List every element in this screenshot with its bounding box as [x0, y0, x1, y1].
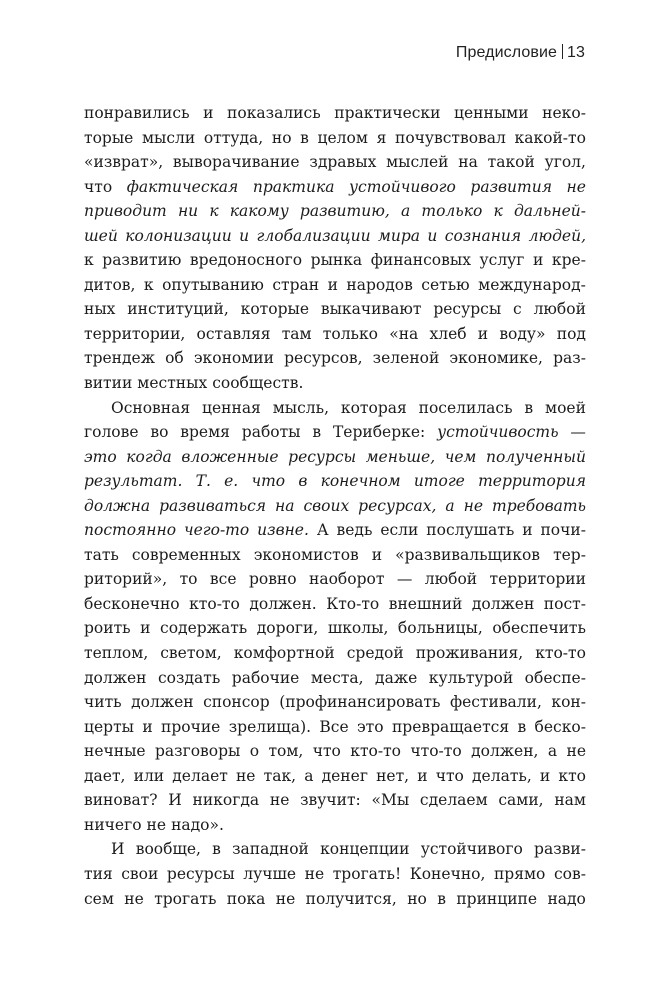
word: и: [371, 545, 383, 564]
word: но: [407, 889, 427, 908]
text-line: [84, 592, 586, 617]
text-line: [84, 445, 586, 470]
word: развития: [470, 177, 552, 196]
word: теплом,: [84, 644, 149, 663]
word: Основная: [111, 398, 191, 417]
word: не: [146, 815, 167, 834]
word: вредоносного: [189, 251, 303, 270]
word: и: [533, 251, 544, 270]
word: должна: [84, 496, 151, 515]
word: кре-: [551, 251, 586, 270]
word: моей: [545, 398, 586, 417]
word: но: [271, 128, 292, 147]
text-line: [84, 273, 586, 298]
word: мысли: [141, 128, 196, 147]
word: институций,: [127, 300, 229, 319]
word: а: [304, 766, 314, 785]
running-header: [456, 44, 585, 62]
text-line: [84, 126, 586, 151]
word: не: [304, 864, 325, 883]
word: а: [547, 742, 558, 761]
text-line: [84, 199, 586, 224]
word: в: [312, 423, 322, 442]
word: в: [517, 717, 527, 736]
word: а: [445, 496, 455, 515]
word: места,: [310, 668, 364, 687]
text-line: [84, 150, 586, 175]
word: чего-то: [183, 521, 250, 540]
word: трогать: [154, 889, 217, 908]
word: том,: [268, 742, 304, 761]
word: ценными: [454, 104, 529, 122]
word: ровно: [248, 570, 297, 589]
text-line: [84, 887, 586, 912]
word: это: [357, 717, 384, 736]
word: экономистов: [253, 545, 359, 564]
text-line: [84, 322, 586, 347]
word: А: [316, 521, 329, 540]
word: территории: [489, 570, 586, 589]
word: культурой: [428, 668, 514, 687]
word: содержать: [160, 619, 248, 638]
word: И: [111, 840, 125, 859]
word: комфортной: [233, 644, 335, 663]
word: ни: [177, 202, 199, 221]
word: постоянно: [84, 521, 177, 540]
word: «изврат»,: [84, 153, 164, 172]
word: наоборот: [309, 570, 385, 589]
word: сознания: [444, 226, 522, 245]
word: мысль,: [272, 398, 330, 417]
text-line: [84, 248, 586, 273]
word: поселилась: [418, 398, 513, 417]
word: не: [463, 496, 484, 515]
text-line: [84, 837, 586, 862]
word: понравились: [84, 104, 190, 122]
word: а: [400, 202, 411, 221]
word: любой: [424, 570, 478, 589]
section-title: Предисловие: [455, 44, 557, 61]
word: мира: [378, 226, 420, 245]
word: И: [168, 791, 182, 810]
word: торые: [84, 128, 134, 147]
word: с: [513, 300, 522, 319]
word: и: [327, 275, 338, 294]
word: практика: [252, 177, 335, 196]
word: к: [209, 202, 219, 221]
word: к: [493, 202, 503, 221]
word: что: [435, 766, 464, 785]
word: оставляя: [196, 324, 271, 343]
word: спонсор: [203, 693, 270, 712]
word: «на: [389, 324, 419, 343]
word: оттуда,: [203, 128, 264, 147]
word: Все: [319, 717, 349, 736]
word: концепции: [320, 840, 410, 859]
word: территории,: [84, 324, 186, 343]
word: развитию,: [299, 202, 390, 221]
text-line: [84, 739, 586, 764]
word: витии: [84, 374, 133, 393]
word: полученный: [485, 447, 586, 466]
text-line: [84, 813, 586, 838]
text-line: [84, 567, 586, 592]
word: обеспечить: [492, 619, 586, 638]
word: к: [143, 275, 154, 294]
word: обеспе-: [524, 668, 586, 687]
word: должен: [84, 668, 147, 687]
word: результат.: [84, 472, 183, 491]
word: Териберке:: [332, 423, 426, 442]
word: пост-: [543, 594, 586, 613]
word: о: [249, 742, 260, 761]
word: не: [235, 766, 256, 785]
text-line: [84, 494, 586, 519]
text-line: [84, 101, 586, 126]
word: которые: [240, 300, 309, 319]
word: сов-: [553, 864, 586, 883]
word: выворачивание: [172, 153, 300, 172]
word: лучше: [243, 864, 297, 883]
word: что: [312, 742, 341, 761]
word: западной: [232, 840, 309, 859]
word: беско-: [534, 717, 586, 736]
word: во: [150, 423, 169, 442]
word: рынка: [310, 251, 363, 270]
header-separator: [562, 44, 563, 59]
word: виноват?: [84, 791, 158, 810]
word: проживания,: [415, 644, 524, 663]
word: и: [140, 619, 151, 638]
word: нет,: [376, 766, 410, 785]
word: должен: [131, 693, 194, 712]
word: шей: [84, 226, 118, 245]
word: дитов,: [84, 275, 136, 294]
word: ведь: [336, 521, 373, 540]
word: чем: [444, 447, 477, 466]
word: «развивальщиков: [395, 545, 541, 564]
page-number: 13: [567, 44, 585, 61]
word: никогда: [192, 791, 260, 810]
word: раз-: [553, 349, 586, 368]
word: территория: [478, 472, 586, 491]
word: которая: [340, 398, 407, 417]
word: извне.: [257, 521, 309, 540]
word: Кто-то: [326, 594, 380, 613]
text-line: [84, 690, 586, 715]
word: какому: [229, 202, 289, 221]
word: экономике,: [449, 349, 543, 368]
word: неко-: [542, 104, 586, 122]
text-line: [84, 175, 586, 200]
word: чить: [84, 693, 122, 712]
word: больницы,: [397, 619, 483, 638]
word: ресурсы: [288, 447, 357, 466]
word: об: [165, 349, 184, 368]
text-line: [84, 469, 586, 494]
word: это: [84, 447, 117, 466]
word: в: [300, 128, 309, 147]
word: школы,: [327, 619, 389, 638]
word: я: [376, 128, 387, 147]
word: послушать: [426, 521, 515, 540]
word: международ-: [478, 275, 586, 294]
word: требовать: [492, 496, 586, 515]
text-line: [84, 666, 586, 691]
word: итоге: [413, 472, 465, 491]
word: любой: [533, 300, 586, 319]
word: опутыванию: [162, 275, 264, 294]
word: е.: [224, 472, 239, 491]
word: прямо: [493, 864, 546, 883]
word: в: [524, 398, 534, 417]
word: то: [179, 570, 198, 589]
text-line: [84, 224, 586, 249]
word: свои: [121, 864, 159, 883]
word: там: [281, 324, 312, 343]
word: все: [209, 570, 237, 589]
word: надо: [547, 889, 586, 908]
word: работы: [241, 423, 301, 442]
word: глобализации: [256, 226, 371, 245]
word: разви-: [534, 840, 586, 859]
word: роить: [84, 619, 131, 638]
word: в: [298, 472, 308, 491]
word: людей,: [528, 226, 586, 245]
word: ценная: [202, 398, 261, 417]
word: и: [539, 766, 551, 785]
word: «Мы: [371, 791, 410, 810]
word: если: [380, 521, 419, 540]
word: и: [522, 521, 533, 540]
word: почи-: [540, 521, 586, 540]
word: не: [269, 791, 290, 810]
word: рабочие: [231, 668, 300, 687]
word: экономии: [193, 349, 274, 368]
text-line: [84, 420, 586, 445]
word: только: [322, 324, 379, 343]
word: Конечно,: [409, 864, 486, 883]
word: должен,: [471, 742, 539, 761]
word: кто-то: [350, 742, 401, 761]
word: —: [570, 423, 586, 442]
word: выкачивают: [320, 300, 422, 319]
text-line: [84, 715, 586, 740]
word: ничего: [84, 815, 142, 834]
word: делать,: [472, 766, 532, 785]
text-line: [84, 641, 586, 666]
word: денег: [321, 766, 368, 785]
word: должен: [471, 594, 535, 613]
word: сообществ.: [212, 374, 304, 393]
text-line: [84, 371, 586, 396]
word: ных: [84, 300, 116, 319]
word: сами,: [498, 791, 544, 810]
word: голове: [84, 423, 139, 442]
word: тать: [84, 545, 119, 564]
word: светом,: [160, 644, 222, 663]
word: местных: [137, 374, 208, 393]
word: разговоры: [154, 742, 241, 761]
word: и: [203, 104, 214, 122]
word: принципе: [456, 889, 538, 908]
word: превращается: [391, 717, 510, 736]
word: кто-то: [189, 594, 240, 613]
text-line: [84, 518, 586, 543]
word: дает,: [84, 766, 126, 785]
word: не: [566, 177, 586, 196]
word: (профинансировать: [279, 693, 441, 712]
text-line: [84, 297, 586, 322]
text-line: [84, 543, 586, 568]
word: показались: [227, 104, 321, 122]
word: колонизации: [125, 226, 232, 245]
word: трендеж: [84, 349, 155, 368]
word: нечные: [84, 742, 146, 761]
word: целом: [317, 128, 368, 147]
word: только: [421, 202, 483, 221]
word: такой: [487, 153, 535, 172]
word: риторий»,: [84, 570, 168, 589]
word: —: [396, 570, 413, 589]
word: приводит: [84, 202, 167, 221]
word: прочие: [161, 717, 221, 736]
word: развиваться: [159, 496, 267, 515]
word: не: [566, 742, 586, 761]
word: пока: [226, 889, 266, 908]
text-line: [84, 346, 586, 371]
word: воду»: [499, 324, 546, 343]
word: нам: [554, 791, 586, 810]
word: здравых: [309, 153, 377, 172]
text-line: [84, 396, 586, 421]
word: на: [458, 153, 478, 172]
word: звучит:: [300, 791, 361, 810]
word: даже: [375, 668, 418, 687]
word: фактическая: [126, 177, 239, 196]
word: практически: [334, 104, 441, 122]
word: зрелища).: [228, 717, 312, 736]
word: мыслей: [386, 153, 449, 172]
word: делает: [172, 766, 228, 785]
word: не: [124, 889, 144, 908]
word: под: [556, 324, 586, 343]
word: создать: [158, 668, 221, 687]
word: финансовых: [370, 251, 471, 270]
word: не: [275, 889, 296, 908]
word: современных: [131, 545, 241, 564]
word: вообще,: [135, 840, 201, 859]
word: зеленой: [372, 349, 440, 368]
word: средой: [346, 644, 404, 663]
text-line: [84, 764, 586, 789]
word: угол,: [544, 153, 586, 172]
word: время: [180, 423, 230, 442]
word: и: [142, 717, 153, 736]
word: и: [427, 226, 438, 245]
word: в: [212, 840, 221, 859]
word: своих: [303, 496, 350, 515]
word: и: [477, 324, 489, 343]
word: сделаем: [419, 791, 488, 810]
word: народов: [346, 275, 413, 294]
word: услуг: [479, 251, 525, 270]
word: надо».: [171, 815, 224, 834]
word: ресурсы: [166, 864, 235, 883]
word: кто: [558, 766, 586, 785]
text-line: [84, 788, 586, 813]
word: что: [251, 472, 286, 491]
word: в: [437, 889, 446, 908]
word: дальней-: [513, 202, 586, 221]
word: устойчивого: [420, 840, 523, 859]
word: и: [239, 226, 250, 245]
word: трогать!: [332, 864, 402, 883]
word: сем: [84, 889, 114, 908]
word: тер-: [553, 545, 586, 564]
word: и: [417, 766, 428, 785]
word: ресурсы: [433, 300, 502, 319]
word: ресурсов,: [284, 349, 363, 368]
word: почувствовал: [394, 128, 506, 147]
word: или: [133, 766, 165, 785]
word: что-то: [410, 742, 462, 761]
word: тия: [84, 864, 113, 883]
word: церты: [84, 717, 134, 736]
word: что: [84, 177, 113, 196]
word: хлеб: [429, 324, 467, 343]
word: Т.: [195, 472, 211, 491]
word: когда: [126, 447, 172, 466]
word: кто-то: [535, 644, 586, 663]
word: внешний: [388, 594, 463, 613]
word: кон-: [551, 693, 586, 712]
word: на: [275, 496, 295, 515]
word: дороги,: [256, 619, 319, 638]
text-line: [84, 862, 586, 887]
body-text: [84, 101, 586, 911]
word: должен.: [249, 594, 317, 613]
word: конечном: [320, 472, 401, 491]
word: устойчивого: [349, 177, 456, 196]
word: устойчивость: [437, 423, 559, 442]
word: стран: [272, 275, 320, 294]
word: так,: [263, 766, 297, 785]
word: бесконечно: [84, 594, 180, 613]
word: получится,: [305, 889, 397, 908]
text-line: [84, 616, 586, 641]
word: к: [84, 251, 94, 270]
word: меньше,: [365, 447, 436, 466]
word: сетью: [421, 275, 470, 294]
word: вложенные: [181, 447, 279, 466]
word: развитию: [102, 251, 182, 270]
word: фестивали,: [449, 693, 542, 712]
word: ресурсах,: [358, 496, 437, 515]
word: какой-то: [514, 128, 586, 147]
